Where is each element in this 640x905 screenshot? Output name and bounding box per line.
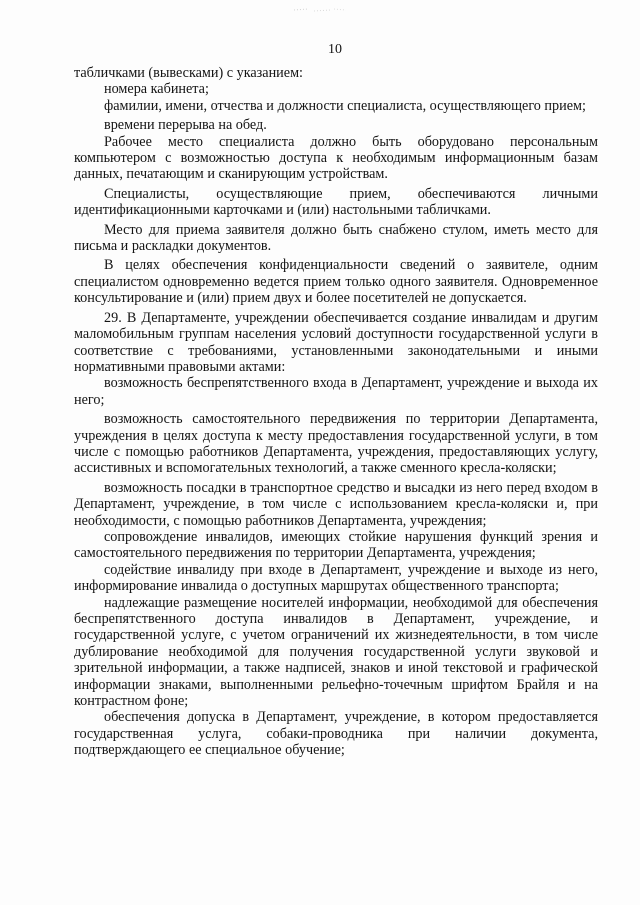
- paragraph: 29. В Департаменте, учреждении обеспечивается создание инвалидам и другим маломобильным группам населения условий доступности государственной услуги в соответствие с требованиями, установленными законодательными и иными нормативными правовыми актами:: [74, 309, 598, 375]
- scan-artifact-mark: [290, 4, 350, 16]
- document-body: [74, 65, 598, 759]
- page-number: 10: [328, 42, 342, 57]
- paragraph: надлежащие размещение носителей информации, необходимой для обеспечения беспрепятственного доступа инвалидов в Департамент, учреждение, и государственной услуге, с учетом ограничений их жизнедеятельности, в том числе дублирование необходимой для получения государственной услуги звуковой и зрительной информации, а также надписей, знаков и иной текстовой и графической информации знаками, выполненными рельефно-точечным шрифтом Брайля и на контрастном фоне;: [74, 594, 598, 710]
- paragraph: Рабочее место специалиста должно быть оборудовано персональным компьютером с возможностью доступа к необходимым информационным базам данных, печатающим и сканирующим устройствам.: [74, 133, 598, 183]
- paragraph: Место для приема заявителя должно быть снабжено стулом, иметь место для письма и раскладки документов.: [74, 221, 598, 255]
- paragraph: обеспечения допуска в Департамент, учреждение, в котором предоставляется государственная услуга, собаки-проводника при наличии документа, подтверждающего ее специальное обучение;: [74, 709, 598, 759]
- paragraph: содействие инвалиду при входе в Департамент, учреждение и выходе из него, информирование инвалида о доступных маршрутах общественного транспорта;: [74, 561, 598, 595]
- paragraph: возможность самостоятельного передвижения по территории Департамента, учреждения в целях доступа к месту предоставления государственной услуги, в том числе с помощью работников Департамента, учреждения, предоставляющих услугу, ассистивных и вспомогательных технологий, а также сменного кресла-коляски;: [74, 411, 598, 477]
- paragraph: возможность беспрепятственного входа в Департамент, учреждение и выхода их него;: [74, 375, 598, 408]
- paragraph: табличками (вывесками) с указанием:: [74, 65, 303, 81]
- paragraph: В целях обеспечения конфиденциальности сведений о заявителе, одним специалистом одновременно ведется прием только одного заявителя. Одновременное консультирование и (или) прием двух и более посетителей не допускается.: [74, 257, 598, 307]
- paragraph: фамилии, имени, отчества и должности специалиста, осуществляющего прием;: [104, 97, 586, 114]
- paragraph: времени перерыва на обед.: [104, 117, 267, 134]
- paragraph: возможность посадки в транспортное средство и высадки из него перед входом в Департамент, учреждение, в том числе с использованием кресла-коляски и, при необходимости, с помощью работников Департамента, учреждения;: [74, 479, 598, 529]
- paragraph: номера кабинета;: [104, 81, 209, 98]
- paragraph: сопровождение инвалидов, имеющих стойкие нарушения функций зрения и самостоятельного передвижения по территории Департамента, учреждения;: [74, 528, 598, 562]
- paragraph: Специалисты, осуществляющие прием, обеспечиваются личными идентификационными карточками и (или) настольными табличками.: [74, 185, 598, 219]
